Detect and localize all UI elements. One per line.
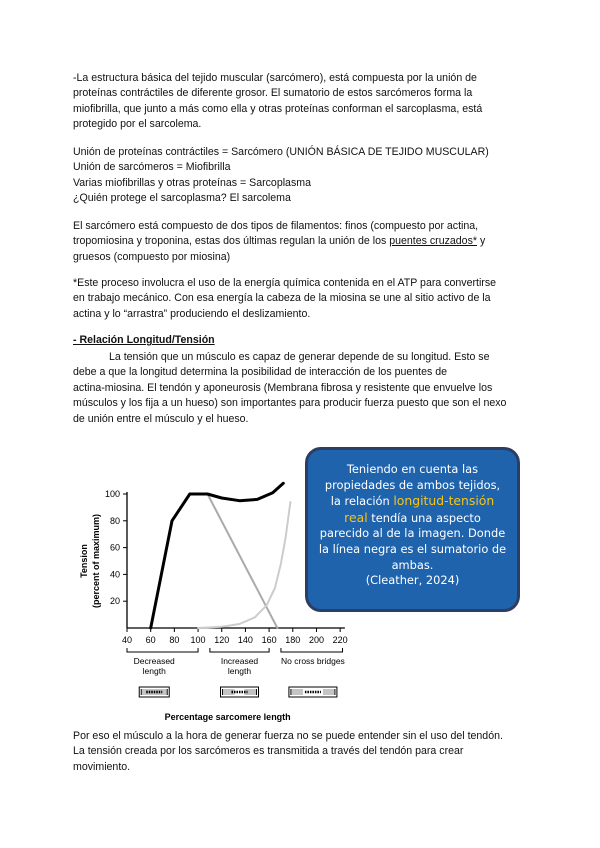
x-tick-label: 180 xyxy=(285,635,301,645)
region-bracket xyxy=(210,648,269,652)
x-tick-label: 40 xyxy=(121,635,133,645)
callout-highlight: real xyxy=(344,509,368,525)
region-bracket xyxy=(281,648,343,652)
text-line: músculos y los fija a un hueso) son importantes para producir fuerza puesto que son el nexo xyxy=(73,397,507,410)
y-tick-label: 80 xyxy=(109,515,120,526)
y-tick-label: 60 xyxy=(109,542,120,553)
callout-line: Teniendo en cuenta las xyxy=(346,462,479,476)
x-axis-label: Percentage sarcomere length xyxy=(164,712,291,722)
list-item: ¿Quién protege el sarcoplasma? El sarcolema xyxy=(73,192,291,205)
text-line: actina-miosina. El tendón y aponeurosis (Membrana fibrosa y resistente que envuelve los xyxy=(73,381,493,394)
list-item: Varias miofibrillas y otras proteínas = Sarcoplasma xyxy=(73,176,311,189)
definitions-list xyxy=(73,145,529,207)
component-curve xyxy=(198,502,290,628)
x-tick-label: 220 xyxy=(332,635,348,645)
component-curve xyxy=(151,494,278,628)
region-label: length xyxy=(142,666,166,676)
text-line: gruesos (compuesto por miosina) xyxy=(73,250,231,263)
text-line: proteínas contráctiles de diferente grosor. El sumatorio de estos sarcómeros forma la xyxy=(73,87,473,100)
text-line: *Este proceso involucra el uso de la energía química contenida en el ATP para convertirse xyxy=(73,277,497,289)
callout-segment: la relación xyxy=(330,494,394,509)
region-bracket xyxy=(127,648,198,652)
x-tick-label: 120 xyxy=(214,635,230,645)
text-line: en trabajo mecánico. Con esa energía la cabeza de la miosina se une al sitio activo de la xyxy=(73,292,491,305)
region-label: length xyxy=(227,666,252,676)
text-segment: tropomiosina y troponina, estas dos últimas regulan la unión de los xyxy=(73,235,390,248)
y-tick-label: 40 xyxy=(109,569,120,580)
x-tick-label: 200 xyxy=(308,635,324,645)
text-line: Por eso el músculo a la hora de generar fuerza no se puede entender sin el uso del tendón. xyxy=(73,730,503,742)
conclusion-paragraph xyxy=(73,729,529,775)
y-tick-label: 100 xyxy=(104,489,120,499)
x-tick-label: 100 xyxy=(190,635,206,645)
callout-highlight: longitud-tensión xyxy=(393,493,495,509)
sarcomere-overstretched-icon xyxy=(289,687,337,697)
callout-line xyxy=(308,510,517,527)
length-tension-paragraph xyxy=(73,350,529,427)
list-item: Unión de proteínas contráctiles = Sarcómero (UNIÓN BÁSICA DE TEJIDO MUSCULAR) xyxy=(73,146,489,158)
x-tick-label: 60 xyxy=(145,635,156,645)
callout-line: la línea negra es el sumatorio de xyxy=(318,541,507,556)
sarcomere-stretched-icon xyxy=(221,687,259,697)
x-tick-label: 80 xyxy=(169,635,180,645)
text-line: La tensión creada por los sarcómeros es transmitida a través del tendón para crear xyxy=(73,745,464,758)
text-line: movimiento. xyxy=(73,760,131,773)
callout-line: ambas. xyxy=(391,557,434,572)
sum-curve xyxy=(151,483,284,628)
sarcomere-paragraph xyxy=(73,219,529,265)
section-heading: - Relación Longitud/Tensión xyxy=(73,334,215,346)
text-line: La tensión que un músculo es capaz de generar depende de su longitud. Esto se xyxy=(109,351,490,363)
list-item: Unión de sarcómeros = Miofibrilla xyxy=(73,161,231,174)
text-line: de unión entre el músculo y el hueso. xyxy=(73,412,249,425)
callout-line: parecido al de la imagen. Donde xyxy=(319,526,506,541)
callout-line xyxy=(308,493,517,510)
text-line: miofibrilla, que junto a más como ella y otras proteínas conforman el sarcoplasma, está xyxy=(73,102,483,115)
callout-segment: tendía una aspecto xyxy=(367,510,481,525)
intro-paragraph xyxy=(73,71,529,133)
sarcomere-contracted-icon xyxy=(139,687,169,697)
y-axis-label: Tension xyxy=(79,544,89,578)
text-line: actina y lo “arrastra” produciendo el deslizamiento. xyxy=(73,307,311,320)
text-segment: y xyxy=(477,235,486,248)
cross-bridges-term: puentes cruzados* xyxy=(389,235,477,248)
text-line xyxy=(73,234,529,249)
callout-line: propiedades de ambos tejidos, xyxy=(324,477,501,492)
y-axis-label: (percent of maximum) xyxy=(91,513,101,609)
footnote-paragraph xyxy=(73,276,529,322)
text-line: El sarcómero está compuesto de dos tipos de filamentos: finos (compuesto por actina, xyxy=(73,220,479,232)
text-line: -La estructura básica del tejido muscular (sarcómero), está compuesta por la unión de xyxy=(73,72,477,84)
region-label: Increased xyxy=(220,656,259,666)
x-tick-label: 160 xyxy=(261,635,277,645)
region-label: Decreased xyxy=(133,656,175,666)
y-tick-label: 20 xyxy=(109,596,120,607)
region-label: No cross bridges xyxy=(281,656,345,666)
text-line: protegido por el sarcolema. xyxy=(73,118,202,131)
x-tick-label: 140 xyxy=(237,635,253,645)
text-line: debe a que la longitud determina la posibilidad de interacción de los puentes de xyxy=(73,366,447,379)
callout-citation: (Cleather, 2024) xyxy=(365,573,460,588)
explanation-callout xyxy=(305,447,520,612)
